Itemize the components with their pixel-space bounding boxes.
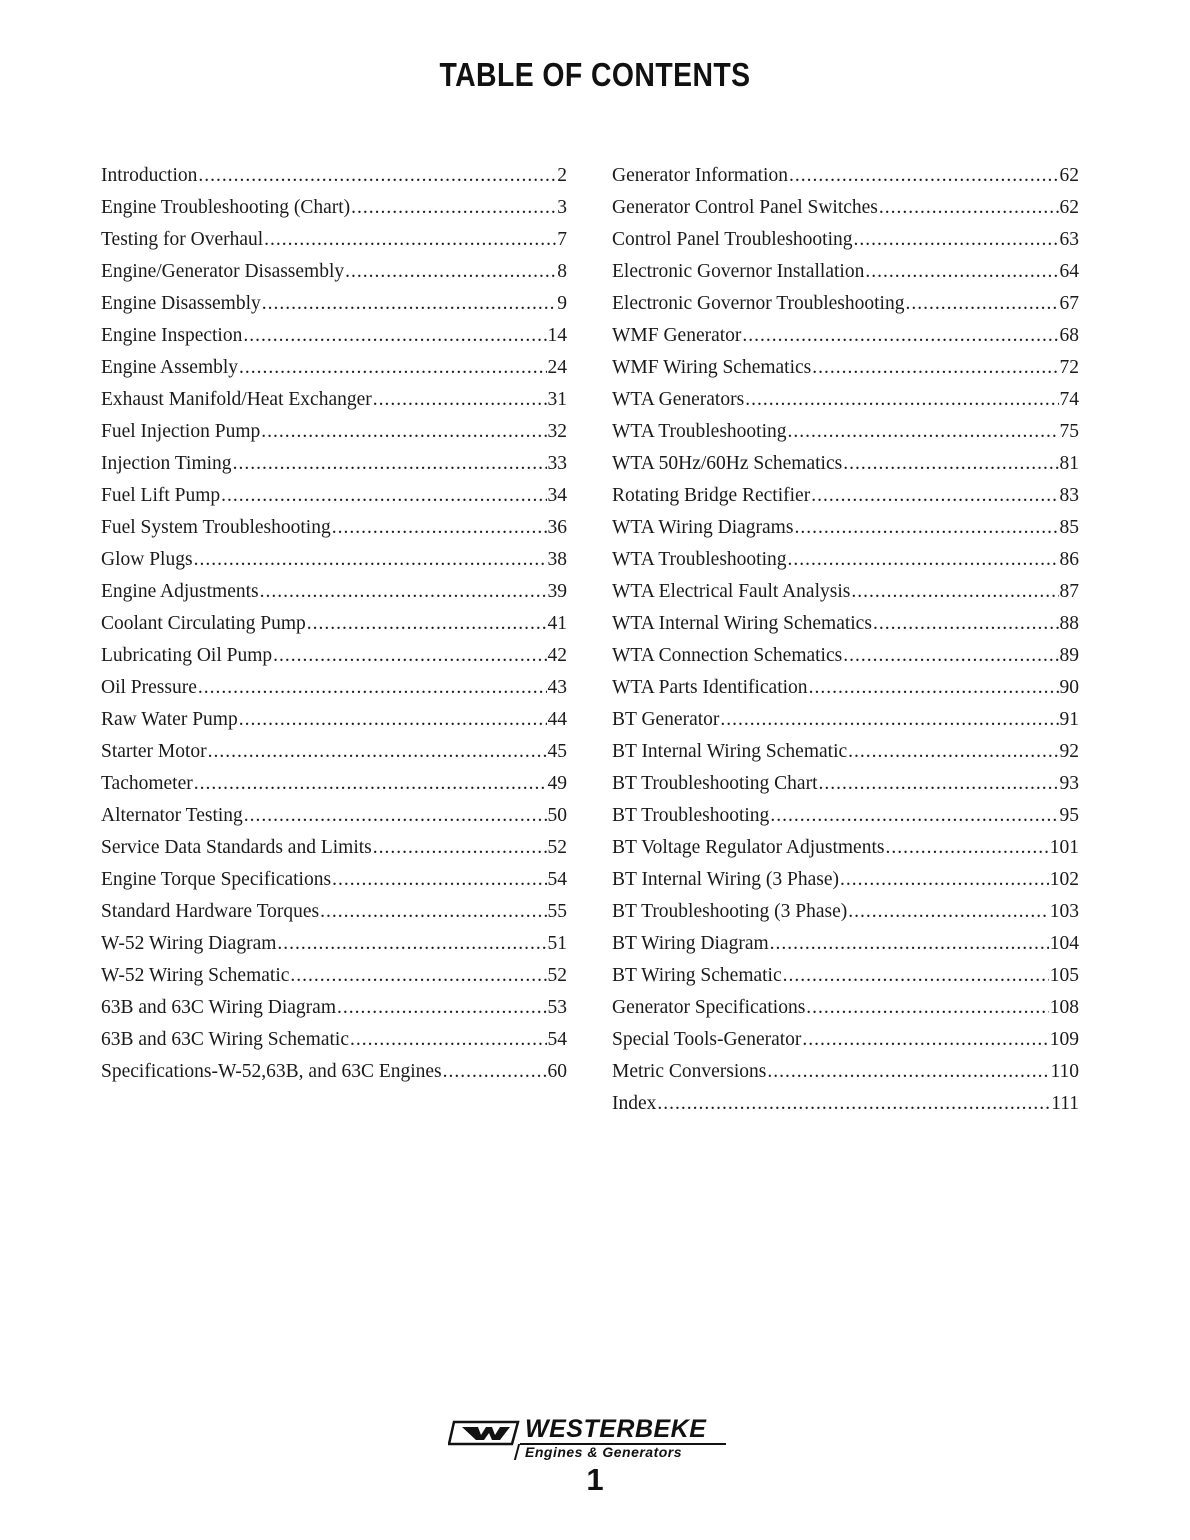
toc-entry (101, 672, 567, 704)
toc-entry-page: 108 (1049, 997, 1079, 1018)
toc-entry-label: Rotating Bridge Rectifier (612, 485, 811, 506)
toc-entry (612, 800, 1079, 832)
toc-entry (612, 608, 1079, 640)
toc-leader-dots (373, 384, 547, 416)
toc-entry-page: 74 (1059, 389, 1079, 410)
toc-leader-dots (811, 480, 1058, 512)
toc-entry-label: WMF Wiring Schematics (612, 357, 812, 378)
toc-leader-dots (332, 512, 547, 544)
toc-leader-dots (273, 640, 546, 672)
toc-leader-dots (345, 256, 556, 288)
toc-entry (101, 512, 567, 544)
toc-leader-dots (243, 320, 546, 352)
toc-entry-page: 34 (547, 485, 567, 506)
toc-entry-label: WTA Wiring Diagrams (612, 517, 794, 538)
toc-entry-page: 83 (1059, 485, 1079, 506)
toc-entry-label: WTA Internal Wiring Schematics (612, 613, 872, 634)
toc-entry-label: Engine/Generator Disassembly (101, 261, 345, 282)
toc-entry-label: WTA Parts Identification (612, 677, 808, 698)
toc-entry-label: Engine Inspection (101, 325, 243, 346)
toc-leader-dots (854, 224, 1059, 256)
toc-right-column (612, 160, 1079, 1120)
toc-leader-dots (337, 992, 547, 1024)
toc-entry-page: 52 (547, 965, 567, 986)
toc-entry (101, 480, 567, 512)
toc-entry-label: Testing for Overhaul (101, 229, 264, 250)
toc-entry (101, 448, 567, 480)
page-title: TABLE OF CONTENTS (439, 56, 751, 93)
toc-entry (101, 352, 567, 384)
toc-left-column (101, 160, 567, 1088)
toc-leader-dots (244, 800, 547, 832)
toc-leader-dots (350, 1024, 547, 1056)
toc-leader-dots (290, 960, 546, 992)
toc-entry-page: 36 (547, 517, 567, 538)
toc-leader-dots (208, 736, 547, 768)
toc-entry (612, 1024, 1079, 1056)
toc-entry (612, 640, 1079, 672)
toc-entry (612, 896, 1079, 928)
toc-leader-dots (332, 864, 546, 896)
toc-entry-label: Index (612, 1093, 657, 1114)
toc-entry-page: 24 (547, 357, 567, 378)
toc-entry-page: 8 (557, 261, 567, 282)
toc-entry-page: 44 (547, 709, 567, 730)
toc-leader-dots (848, 896, 1048, 928)
toc-entry-label: WTA Generators (612, 389, 745, 410)
toc-leader-dots (320, 896, 546, 928)
toc-entry-label: Electronic Governor Installation (612, 261, 865, 282)
toc-entry-page: 88 (1059, 613, 1079, 634)
toc-entry (101, 416, 567, 448)
toc-entry (612, 192, 1079, 224)
toc-entry-page: 43 (547, 677, 567, 698)
toc-leader-dots (260, 576, 547, 608)
toc-leader-dots (873, 608, 1059, 640)
toc-entry-label: Engine Disassembly (101, 293, 261, 314)
toc-entry-label: WTA Electrical Fault Analysis (612, 581, 851, 602)
toc-entry (612, 320, 1079, 352)
toc-entry-page: 93 (1059, 773, 1079, 794)
toc-entry-label: Engine Troubleshooting (Chart) (101, 197, 351, 218)
toc-entry (101, 896, 567, 928)
page-number: 1 (586, 1462, 604, 1497)
toc-entry-label: Engine Adjustments (101, 581, 259, 602)
toc-entry-label: Starter Motor (101, 741, 207, 762)
toc-entry (101, 544, 567, 576)
toc-entry-page: 86 (1059, 549, 1079, 570)
toc-entry-page: 62 (1059, 197, 1079, 218)
toc-entry-page: 85 (1059, 517, 1079, 538)
toc-entry (612, 672, 1079, 704)
toc-entry-page: 92 (1059, 741, 1079, 762)
toc-entry-label: Generator Information (612, 165, 788, 186)
toc-entry (101, 640, 567, 672)
toc-entry-label: Special Tools-Generator (612, 1029, 802, 1050)
toc-leader-dots (194, 768, 547, 800)
toc-entry (101, 192, 567, 224)
toc-entry (101, 576, 567, 608)
toc-leader-dots (373, 832, 547, 864)
toc-entry (101, 608, 567, 640)
toc-entry-label: Lubricating Oil Pump (101, 645, 273, 666)
toc-entry-page: 60 (547, 1061, 567, 1082)
toc-entry-label: Generator Control Panel Switches (612, 197, 878, 218)
toc-leader-dots (262, 288, 556, 320)
toc-entry (612, 768, 1079, 800)
toc-entry-page: 72 (1059, 357, 1079, 378)
toc-leader-dots (789, 160, 1059, 192)
toc-entry-label: Metric Conversions (612, 1061, 767, 1082)
toc-entry (101, 736, 567, 768)
toc-entry-page: 45 (547, 741, 567, 762)
toc-entry-page: 87 (1059, 581, 1079, 602)
toc-leader-dots (742, 320, 1058, 352)
toc-leader-dots (879, 192, 1059, 224)
toc-entry-page: 90 (1059, 677, 1079, 698)
toc-entry (612, 736, 1079, 768)
toc-entry (101, 160, 567, 192)
toc-entry-label: BT Wiring Schematic (612, 965, 782, 986)
toc-entry (612, 416, 1079, 448)
toc-leader-dots (819, 768, 1059, 800)
toc-entry-page: 2 (557, 165, 567, 186)
toc-entry-page: 111 (1051, 1093, 1079, 1114)
toc-leader-dots (783, 960, 1049, 992)
toc-entry (101, 320, 567, 352)
westerbeke-w-logo-icon (448, 1420, 520, 1446)
toc-entry-label: WTA Troubleshooting (612, 421, 787, 442)
toc-entry (612, 256, 1079, 288)
toc-leader-dots (806, 992, 1048, 1024)
toc-entry-page: 91 (1059, 709, 1079, 730)
toc-entry (101, 704, 567, 736)
toc-entry-label: BT Troubleshooting Chart (612, 773, 818, 794)
toc-entry-label: Exhaust Manifold/Heat Exchanger (101, 389, 372, 410)
toc-entry-label: WTA 50Hz/60Hz Schematics (612, 453, 843, 474)
toc-leader-dots (657, 1088, 1050, 1120)
toc-entry-label: BT Voltage Regulator Adjustments (612, 837, 885, 858)
toc-entry-page: 54 (547, 869, 567, 890)
toc-entry-page: 42 (547, 645, 567, 666)
toc-leader-dots (809, 672, 1059, 704)
toc-entry (101, 832, 567, 864)
brand-tagline: Engines & Generators (525, 1444, 683, 1460)
toc-leader-dots (307, 608, 547, 640)
toc-entry-page: 54 (547, 1029, 567, 1050)
toc-leader-dots (233, 448, 547, 480)
toc-entry-label: WMF Generator (612, 325, 742, 346)
toc-entry (612, 1056, 1079, 1088)
toc-entry-label: Coolant Circulating Pump (101, 613, 306, 634)
toc-entry-page: 14 (547, 325, 567, 346)
toc-entry-page: 38 (547, 549, 567, 570)
toc-entry-page: 75 (1059, 421, 1079, 442)
toc-entry-page: 102 (1049, 869, 1079, 890)
toc-entry-label: Introduction (101, 165, 198, 186)
toc-entry-label: BT Troubleshooting (3 Phase) (612, 901, 848, 922)
toc-entry (612, 512, 1079, 544)
toc-leader-dots (865, 256, 1058, 288)
toc-entry-page: 103 (1049, 901, 1079, 922)
westerbeke-logo (448, 1415, 738, 1464)
toc-leader-dots (843, 448, 1058, 480)
toc-entry (612, 992, 1079, 1024)
toc-entry-label: Raw Water Pump (101, 709, 238, 730)
toc-entry-label: Specifications-W-52,63B, and 63C Engines (101, 1061, 442, 1082)
toc-entry (612, 1088, 1079, 1120)
toc-entry (101, 256, 567, 288)
toc-leader-dots (851, 576, 1058, 608)
toc-entry-page: 50 (547, 805, 567, 826)
toc-entry-label: BT Internal Wiring (3 Phase) (612, 869, 840, 890)
toc-entry (101, 992, 567, 1024)
toc-leader-dots (221, 480, 546, 512)
toc-leader-dots (239, 704, 547, 736)
toc-entry-page: 33 (547, 453, 567, 474)
toc-entry (612, 160, 1079, 192)
toc-leader-dots (745, 384, 1058, 416)
toc-entry (101, 960, 567, 992)
toc-leader-dots (788, 544, 1059, 576)
toc-leader-dots (770, 800, 1058, 832)
toc-entry-label: 63B and 63C Wiring Schematic (101, 1029, 349, 1050)
toc-entry (101, 1024, 567, 1056)
toc-entry-label: Control Panel Troubleshooting (612, 229, 853, 250)
toc-leader-dots (239, 352, 546, 384)
toc-entry-label: BT Troubleshooting (612, 805, 770, 826)
toc-entry-label: Tachometer (101, 773, 193, 794)
toc-leader-dots (767, 1056, 1049, 1088)
toc-leader-dots (198, 672, 547, 704)
toc-entry-label: Service Data Standards and Limits (101, 837, 372, 858)
toc-entry (612, 544, 1079, 576)
toc-leader-dots (277, 928, 546, 960)
toc-entry-label: W-52 Wiring Diagram (101, 933, 277, 954)
toc-leader-dots (770, 928, 1049, 960)
toc-leader-dots (905, 288, 1058, 320)
toc-entry-label: Engine Torque Specifications (101, 869, 332, 890)
toc-entry-label: Electronic Governor Troubleshooting (612, 293, 905, 314)
toc-entry-label: 63B and 63C Wiring Diagram (101, 997, 336, 1018)
brand-slash (514, 1444, 520, 1460)
toc-entry (612, 832, 1079, 864)
toc-entry-page: 53 (547, 997, 567, 1018)
toc-entry (101, 384, 567, 416)
toc-entry-page: 51 (547, 933, 567, 954)
toc-leader-dots (812, 352, 1058, 384)
toc-entry-page: 49 (547, 773, 567, 794)
toc-entry-label: Oil Pressure (101, 677, 197, 698)
toc-entry (612, 480, 1079, 512)
toc-entry (612, 576, 1079, 608)
toc-entry-page: 55 (547, 901, 567, 922)
toc-leader-dots (788, 416, 1059, 448)
toc-entry-page: 62 (1059, 165, 1079, 186)
toc-leader-dots (802, 1024, 1048, 1056)
toc-entry-page: 110 (1050, 1061, 1079, 1082)
toc-leader-dots (194, 544, 547, 576)
toc-entry (612, 704, 1079, 736)
toc-entry-page: 68 (1059, 325, 1079, 346)
toc-entry-label: Alternator Testing (101, 805, 243, 826)
toc-entry-label: WTA Troubleshooting (612, 549, 787, 570)
toc-entry-page: 67 (1059, 293, 1079, 314)
toc-leader-dots (794, 512, 1058, 544)
toc-entry-page: 109 (1049, 1029, 1079, 1050)
toc-entry-page: 104 (1049, 933, 1079, 954)
toc-entry (612, 928, 1079, 960)
toc-entry-label: W-52 Wiring Schematic (101, 965, 290, 986)
toc-entry-page: 63 (1059, 229, 1079, 250)
toc-leader-dots (443, 1056, 547, 1088)
toc-entry-page: 9 (557, 293, 567, 314)
toc-entry (612, 224, 1079, 256)
toc-entry-label: Standard Hardware Torques (101, 901, 320, 922)
toc-leader-dots (720, 704, 1058, 736)
toc-entry (612, 864, 1079, 896)
toc-entry (612, 448, 1079, 480)
toc-leader-dots (843, 640, 1058, 672)
toc-leader-dots (840, 864, 1049, 896)
toc-entry-page: 89 (1059, 645, 1079, 666)
toc-entry-label: Generator Specifications (612, 997, 806, 1018)
toc-entry-page: 101 (1049, 837, 1079, 858)
toc-entry-page: 105 (1049, 965, 1079, 986)
toc-entry (101, 1056, 567, 1088)
toc-leader-dots (885, 832, 1048, 864)
brand-name: WESTERBEKE (525, 1415, 707, 1443)
toc-entry (612, 384, 1079, 416)
toc-entry-label: BT Internal Wiring Schematic (612, 741, 848, 762)
toc-entry-label: Fuel System Troubleshooting (101, 517, 331, 538)
toc-entry-page: 41 (547, 613, 567, 634)
toc-entry-page: 3 (557, 197, 567, 218)
toc-entry-page: 52 (547, 837, 567, 858)
toc-leader-dots (848, 736, 1058, 768)
toc-entry-label: Engine Assembly (101, 357, 239, 378)
toc-entry (612, 960, 1079, 992)
toc-entry-label: BT Wiring Diagram (612, 933, 769, 954)
toc-entry-page: 31 (547, 389, 567, 410)
toc-entry-page: 32 (547, 421, 567, 442)
toc-entry-label: Fuel Injection Pump (101, 421, 261, 442)
toc-entry (101, 864, 567, 896)
toc-entry-label: BT Generator (612, 709, 720, 730)
toc-entry (101, 224, 567, 256)
toc-leader-dots (264, 224, 556, 256)
toc-entry-label: Injection Timing (101, 453, 232, 474)
toc-entry-page: 81 (1059, 453, 1079, 474)
toc-leader-dots (261, 416, 546, 448)
toc-entry (101, 800, 567, 832)
toc-entry-page: 39 (547, 581, 567, 602)
toc-entry (101, 768, 567, 800)
toc-entry (101, 288, 567, 320)
toc-leader-dots (198, 160, 556, 192)
toc-entry-page: 95 (1059, 805, 1079, 826)
toc-entry (612, 288, 1079, 320)
toc-entry-label: Glow Plugs (101, 549, 193, 570)
toc-entry (612, 352, 1079, 384)
toc-entry-page: 64 (1059, 261, 1079, 282)
toc-leader-dots (351, 192, 556, 224)
toc-entry (101, 928, 567, 960)
toc-entry-label: WTA Connection Schematics (612, 645, 843, 666)
toc-entry-label: Fuel Lift Pump (101, 485, 221, 506)
toc-entry-page: 7 (557, 229, 567, 250)
